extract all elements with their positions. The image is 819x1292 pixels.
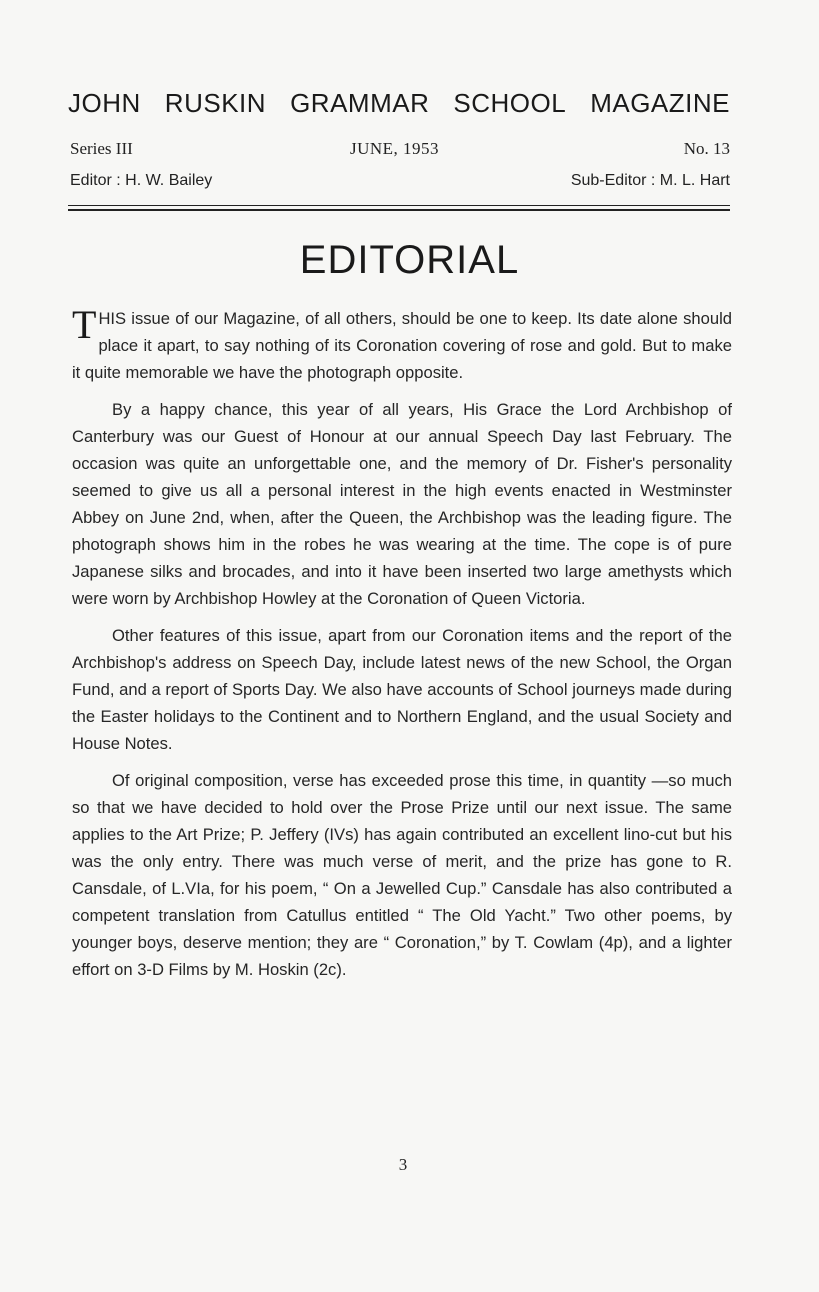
page-number: 3 — [398, 1155, 408, 1174]
drop-cap: T — [72, 302, 97, 347]
issue-date: JUNE, 1953 — [350, 139, 440, 158]
paragraph: Of original composition, verse has exceeded prose this time, in quantity —so much so that we have decided to hold over the Prose Prize until our next issue. The same applies to the Art Prize; P. Jeffery (IVs) has again contributed an excellent lino-cut but his was the only entry. There was much verse of merit, and the prize has gone to R. Cansdale, of L.VIa, for his poem, “ On a Jewelled Cup.” Cansdale has also contributed a competent translation from Catullus entitled “ The Old Yacht.” Two other poems, by younger boys, deserve mention; they are “ Coronation,” by T. Cowlam (4p), and a lighter effort on 3-D Films by M. Hoskin (2c). — [72, 771, 732, 979]
paragraph — [72, 302, 732, 386]
editor-credit: Editor : H. W. Bailey — [70, 172, 213, 189]
sub-editor-credit: Sub-Editor : M. L. Hart — [570, 172, 730, 189]
paragraph: By a happy chance, this year of all years, His Grace the Lord Archbishop of Canterbury was our Guest of Honour at our annual Speech Day last February. The occasion was quite an unforgettable one, and the memory of Dr. Fisher's personality seemed to give us all a personal interest in the high events enacted in Westminster Abbey on June 2nd, when, after the Queen, the Archbishop was the leading figure. The photograph shows him in the robes he was wearing at the time. The cope is of pure Japanese silks and brocades, and into it have been inserted two large amethysts which were worn by Archbishop Howley at the Coronation of Queen Victoria. — [72, 400, 732, 608]
title-word: JOHN — [68, 88, 141, 118]
series-label: Series III — [70, 139, 133, 158]
title-word: MAGAZINE — [590, 88, 730, 118]
editorial-body — [72, 302, 732, 993]
paragraph: Other features of this issue, apart from our Coronation items and the report of the Archbishop's address on Speech Day, include latest news of the new School, the Organ Fund, and a report of Sports Day. We also have accounts of School journeys made during the Easter holidays to the Continent and to Northern England, and the usual Society and House Notes. — [72, 626, 732, 753]
issue-number: No. 13 — [683, 139, 730, 158]
magazine-title — [68, 88, 730, 119]
title-word: GRAMMAR — [290, 88, 430, 118]
title-word: SCHOOL — [453, 88, 567, 118]
section-heading: EDITORIAL — [299, 238, 520, 282]
masthead-divider-thick — [68, 209, 730, 211]
title-word: RUSKIN — [164, 88, 267, 118]
paragraph-text: HIS issue of our Magazine, of all others, should be one to keep. Its date alone should place it apart, to say nothing of its Coronation covering of rose and gold. But to make it quite memorable we have the photograph opposite. — [72, 309, 732, 382]
masthead-divider-thin — [68, 205, 730, 206]
